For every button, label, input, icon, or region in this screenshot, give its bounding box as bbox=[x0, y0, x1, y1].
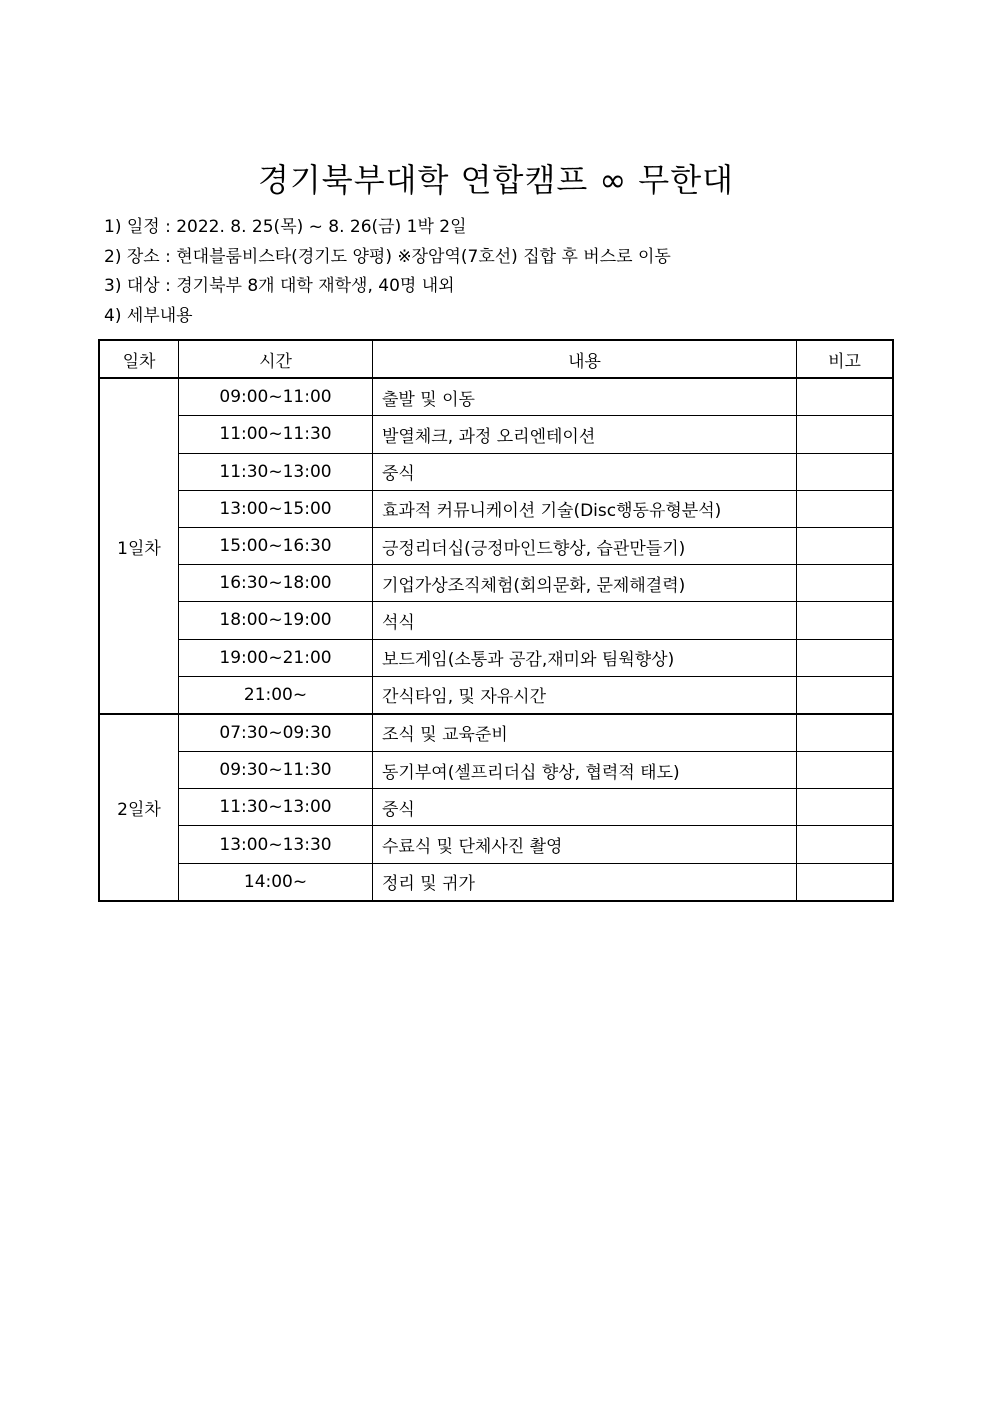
content-cell: 긍정리더십(긍정마인드향상, 습관만들기) bbox=[373, 527, 797, 564]
table-header-row bbox=[100, 341, 893, 379]
table-row bbox=[100, 453, 893, 490]
note-cell bbox=[797, 490, 893, 527]
time-cell: 15:00~16:30 bbox=[179, 527, 373, 564]
note-cell bbox=[797, 639, 893, 676]
time-cell: 11:30~13:00 bbox=[179, 789, 373, 826]
time-cell: 16:30~18:00 bbox=[179, 565, 373, 602]
note-cell bbox=[797, 789, 893, 826]
time-cell: 13:00~13:30 bbox=[179, 826, 373, 863]
time-cell: 09:00~11:00 bbox=[179, 378, 373, 416]
table-row bbox=[100, 527, 893, 564]
day-label: 2일차 bbox=[100, 714, 179, 900]
note-cell bbox=[797, 676, 893, 714]
note-cell bbox=[797, 527, 893, 564]
table-row bbox=[100, 826, 893, 863]
content-cell: 효과적 커뮤니케이션 기술(Disc행동유형분석) bbox=[373, 490, 797, 527]
time-cell: 07:30~09:30 bbox=[179, 714, 373, 752]
time-cell: 21:00~ bbox=[179, 676, 373, 714]
time-cell: 14:00~ bbox=[179, 863, 373, 900]
note-cell bbox=[797, 453, 893, 490]
time-cell: 11:00~11:30 bbox=[179, 416, 373, 453]
table-row bbox=[100, 789, 893, 826]
note-cell bbox=[797, 863, 893, 900]
info-location: 2) 장소 : 현대블룸비스타(경기도 양평) ※장암역(7호선) 집합 후 버스로 이동 bbox=[104, 246, 671, 267]
table-row bbox=[100, 863, 893, 900]
content-cell: 동기부여(셀프리더십 향상, 협력적 태도) bbox=[373, 752, 797, 789]
table-row bbox=[100, 639, 893, 676]
table-row bbox=[100, 565, 893, 602]
page-title: 경기북부대학 연합캠프 ∞ 무한대 bbox=[257, 161, 735, 199]
table-row bbox=[100, 676, 893, 714]
header-time: 시간 bbox=[179, 341, 373, 379]
time-cell: 13:00~15:00 bbox=[179, 490, 373, 527]
content-cell: 석식 bbox=[373, 602, 797, 639]
info-target: 3) 대상 : 경기북부 8개 대학 재학생, 40명 내외 bbox=[104, 276, 455, 296]
time-cell: 18:00~19:00 bbox=[179, 602, 373, 639]
content-cell: 정리 및 귀가 bbox=[373, 863, 797, 900]
note-cell bbox=[797, 752, 893, 789]
table-row bbox=[100, 752, 893, 789]
header-content: 내용 bbox=[373, 341, 797, 379]
content-cell: 출발 및 이동 bbox=[373, 378, 797, 416]
schedule-table bbox=[99, 340, 893, 901]
time-cell: 19:00~21:00 bbox=[179, 639, 373, 676]
content-cell: 간식타임, 및 자유시간 bbox=[373, 676, 797, 714]
time-cell: 11:30~13:00 bbox=[179, 453, 373, 490]
header-note: 비고 bbox=[797, 341, 893, 379]
table-row bbox=[100, 378, 893, 416]
table-row bbox=[100, 416, 893, 453]
note-cell bbox=[797, 602, 893, 639]
header-day: 일차 bbox=[100, 341, 179, 379]
day-label: 1일차 bbox=[100, 378, 179, 714]
content-cell: 수료식 및 단체사진 촬영 bbox=[373, 826, 797, 863]
content-cell: 중식 bbox=[373, 789, 797, 826]
info-list bbox=[104, 213, 671, 331]
content-cell: 기업가상조직체험(회의문화, 문제해결력) bbox=[373, 565, 797, 602]
note-cell bbox=[797, 826, 893, 863]
note-cell bbox=[797, 714, 893, 752]
table-row bbox=[100, 714, 893, 752]
content-cell: 보드게임(소통과 공감,재미와 팀웍향상) bbox=[373, 639, 797, 676]
table-row bbox=[100, 602, 893, 639]
content-cell: 조식 및 교육준비 bbox=[373, 714, 797, 752]
time-cell: 09:30~11:30 bbox=[179, 752, 373, 789]
schedule-body bbox=[100, 378, 893, 900]
content-cell: 중식 bbox=[373, 453, 797, 490]
info-details-heading: 4) 세부내용 bbox=[104, 305, 193, 326]
content-cell: 발열체크, 과정 오리엔테이션 bbox=[373, 416, 797, 453]
note-cell bbox=[797, 416, 893, 453]
note-cell bbox=[797, 378, 893, 416]
note-cell bbox=[797, 565, 893, 602]
info-schedule: 1) 일정 : 2022. 8. 25(목) ~ 8. 26(금) 1박 2일 bbox=[104, 217, 467, 237]
table-row bbox=[100, 490, 893, 527]
